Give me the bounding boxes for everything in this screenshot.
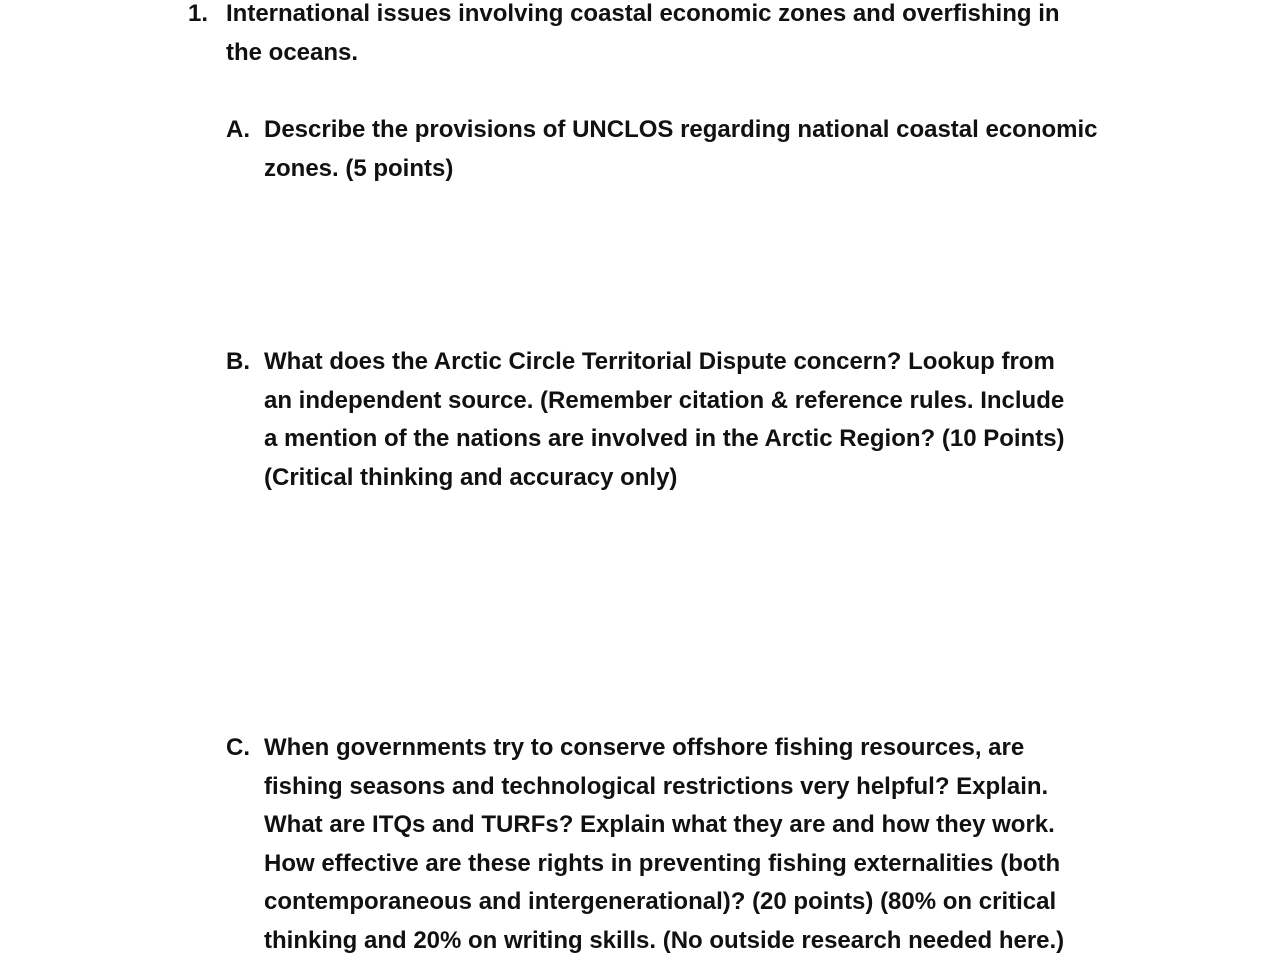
part-a-letter: A. [226, 116, 250, 143]
part-c-text: When governments try to conserve offshore fishing resources, are fishing seasons and technological restrictions very helpful? Explain. What are ITQs and TURFs? Explain what they are and how they work. How effective are these rights in preventing fishing externalities (both contemporaneous and intergenerational)? (20 points) (80% on critical thinking and 20% on writing skills. (No outside research needed here.) [264, 734, 1065, 954]
question-part-b [226, 343, 1164, 497]
question-part-c [226, 729, 1164, 960]
part-c-letter: C. [226, 734, 250, 761]
question-1-text: International issues involving coastal economic zones and overfishing in the oceans. [226, 0, 1060, 66]
question-number: 1. [188, 0, 209, 27]
part-b-text: What does the Arctic Circle Territorial Dispute concern? Lookup from an independent source. (Remember citation & reference rules. Include a mention of the nations are involved in the Arctic Region? (10 Points) (Critical thinking and accuracy only) [264, 348, 1065, 491]
part-a-text: Describe the provisions of UNCLOS regarding national coastal economic zones. (5 points) [264, 116, 1098, 182]
question-1 [188, 0, 1126, 72]
part-b-letter: B. [226, 348, 250, 375]
question-part-a [226, 111, 1164, 188]
